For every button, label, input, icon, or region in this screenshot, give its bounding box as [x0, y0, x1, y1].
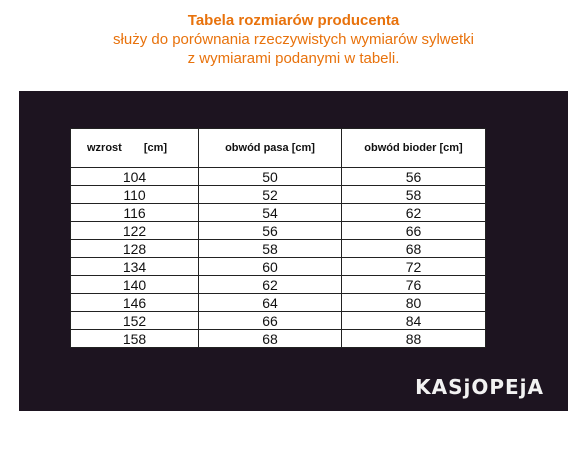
subtitle-line-2: z wymiarami podanymi w tabeli. — [187, 50, 400, 67]
cell-waist: 60 — [199, 258, 342, 276]
table-row — [71, 294, 486, 312]
cell-hips: 66 — [342, 222, 486, 240]
cell-waist: 66 — [199, 312, 342, 330]
table-row — [71, 258, 486, 276]
cell-waist: 58 — [199, 240, 342, 258]
cell-height: 128 — [71, 240, 199, 258]
table-row — [71, 240, 486, 258]
header — [0, 12, 587, 68]
cell-height: 122 — [71, 222, 199, 240]
cell-waist: 62 — [199, 276, 342, 294]
header-height-label: wzrost — [87, 142, 122, 154]
cell-waist: 64 — [199, 294, 342, 312]
table-row — [71, 312, 486, 330]
cell-hips: 84 — [342, 312, 486, 330]
cell-height: 158 — [71, 330, 199, 348]
header-waist: obwód pasa [cm] — [199, 129, 342, 168]
cell-height: 110 — [71, 186, 199, 204]
table-row — [71, 204, 486, 222]
cell-hips: 72 — [342, 258, 486, 276]
size-table — [70, 128, 486, 348]
cell-height: 140 — [71, 276, 199, 294]
cell-height: 104 — [71, 168, 199, 186]
cell-waist: 54 — [199, 204, 342, 222]
table-row — [71, 186, 486, 204]
subtitle-line-1: służy do porównania rzeczywistych wymiarów sylwetki — [113, 31, 474, 48]
cell-height: 152 — [71, 312, 199, 330]
cell-hips: 80 — [342, 294, 486, 312]
cell-waist: 56 — [199, 222, 342, 240]
header-hips: obwód bioder [cm] — [342, 129, 486, 168]
cell-hips: 56 — [342, 168, 486, 186]
dark-panel — [19, 91, 568, 411]
cell-height: 146 — [71, 294, 199, 312]
cell-hips: 62 — [342, 204, 486, 222]
cell-height: 116 — [71, 204, 199, 222]
table-row — [71, 330, 486, 348]
cell-height: 134 — [71, 258, 199, 276]
cell-hips: 88 — [342, 330, 486, 348]
cell-waist: 52 — [199, 186, 342, 204]
table-row — [71, 222, 486, 240]
cell-hips: 58 — [342, 186, 486, 204]
brand-logo: KASjOPEjA — [415, 375, 544, 399]
page-title: Tabela rozmiarów producenta — [187, 12, 400, 29]
table-header-row — [71, 129, 486, 168]
header-height-unit: [cm] — [143, 142, 168, 154]
cell-hips: 76 — [342, 276, 486, 294]
cell-waist: 50 — [199, 168, 342, 186]
cell-hips: 68 — [342, 240, 486, 258]
header-height — [71, 129, 199, 168]
table-row — [71, 276, 486, 294]
cell-waist: 68 — [199, 330, 342, 348]
table-row — [71, 168, 486, 186]
